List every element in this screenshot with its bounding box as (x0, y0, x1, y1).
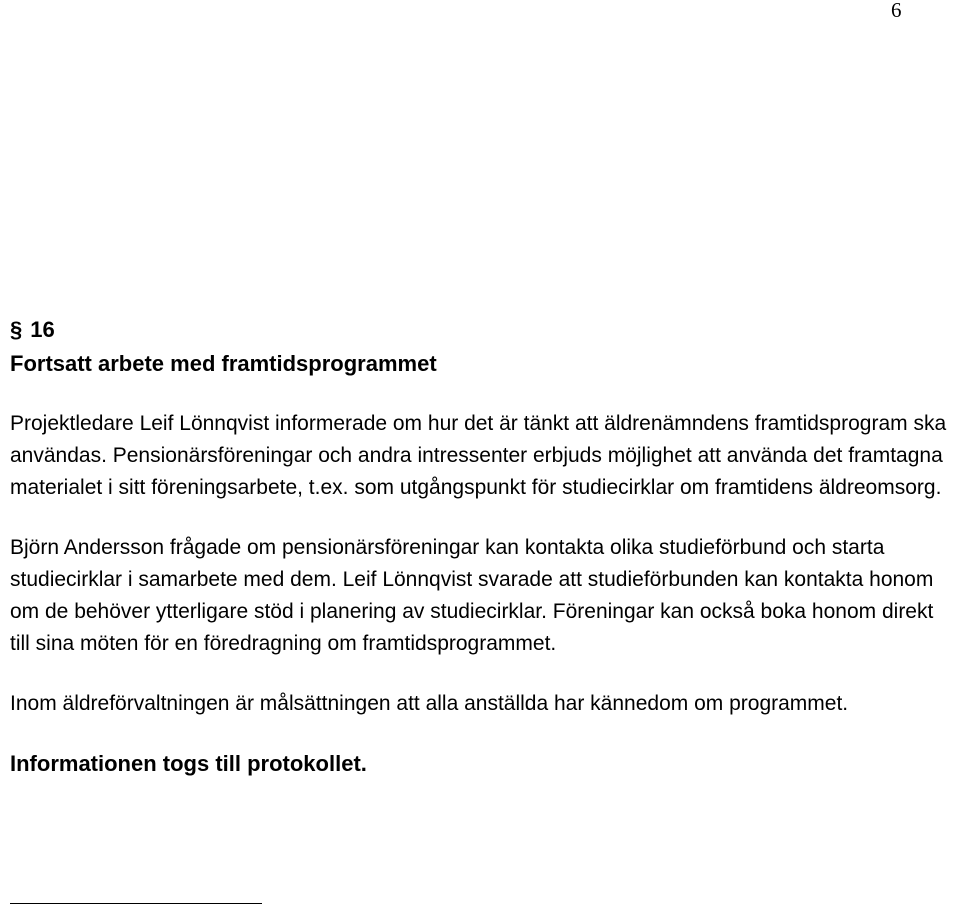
page-number: 6 (891, 0, 902, 22)
decision-statement: Informationen togs till protokollet. (10, 751, 367, 776)
section-heading (10, 312, 955, 380)
paragraph-1: Projektledare Leif Lönnqvist informerade om hur det är tänkt att äldrenämndens framtidsprogram ska användas. Pensionärsföreningar och andra intressenter erbjuds möjlighet att använda det framtagna materialet i sitt föreningsarbete, t.ex. som utgångspunkt för studiecirklar om framtidens äldreomsorg. (10, 412, 947, 499)
section-title: Fortsatt arbete med framtidsprogrammet (10, 351, 437, 376)
section-sign: § (10, 317, 23, 342)
section-number-line (10, 312, 955, 348)
section-number: 16 (30, 317, 55, 342)
paragraph-3: Inom äldreförvaltningen är målsättningen att alla anställda har kännedom om programmet. (10, 692, 849, 715)
signature-line (10, 903, 262, 904)
document-body (10, 312, 955, 780)
paragraph-2: Björn Andersson frågade om pensionärsföreningar kan kontakta olika studieförbund och starta studiecirklar i samarbete med dem. Leif Lönnqvist svarade att studieförbunden kan kontakta honom om de behöver ytterligare stöd i planering av studiecirklar. Föreningar kan också boka honom direkt till sina möten för en föredragning om framtidsprogrammet. (10, 536, 934, 655)
